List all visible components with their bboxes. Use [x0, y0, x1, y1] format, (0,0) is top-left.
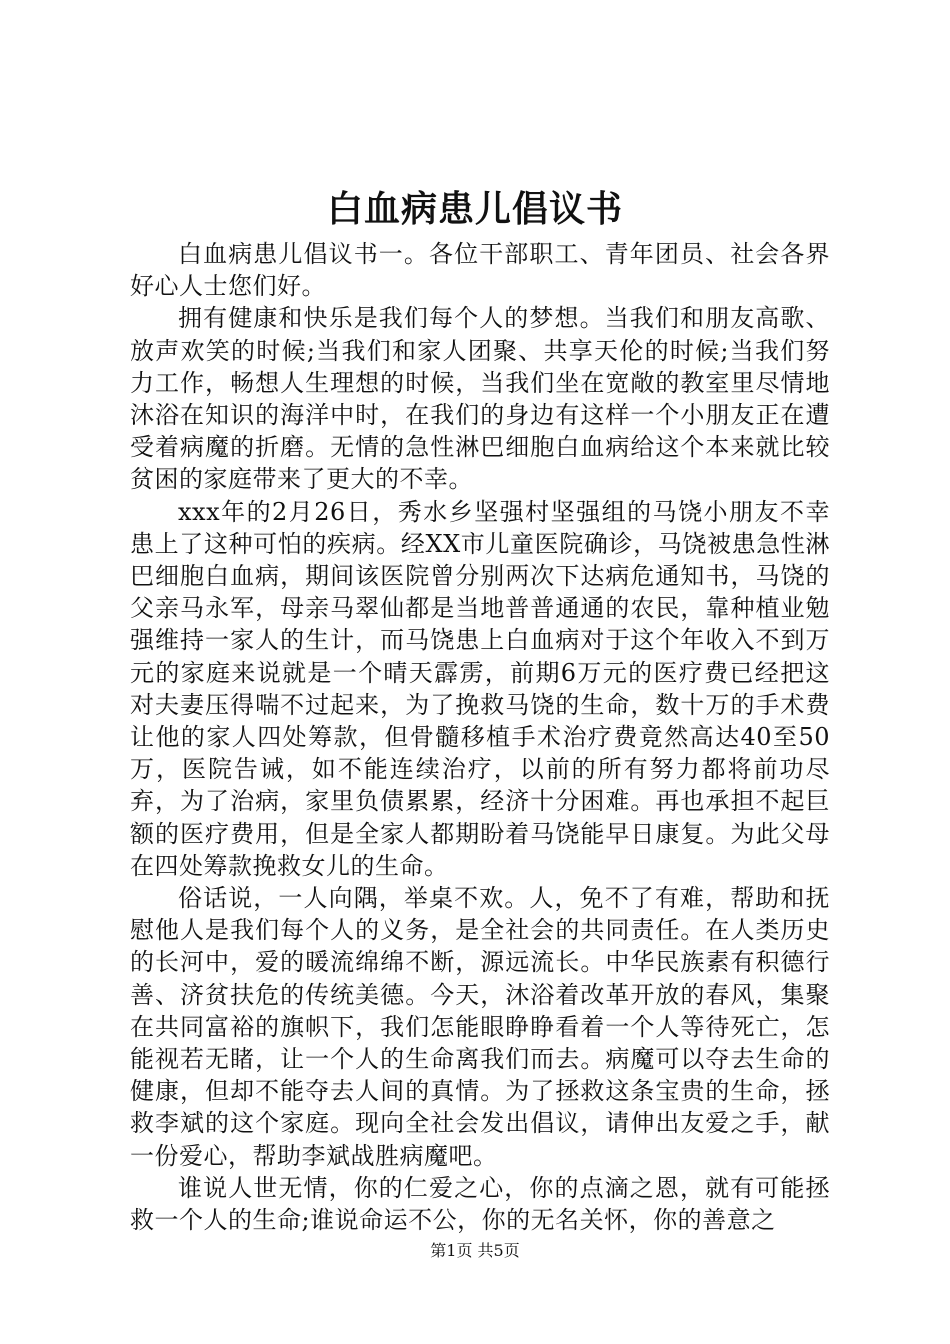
document-title: 白血病患儿倡议书: [326, 188, 623, 230]
paragraph-greeting: 白血病患儿倡议书一。各位干部职工、青年团员、社会各界好心人士您们好。: [130, 240, 830, 301]
paragraph-introduction: 拥有健康和快乐是我们每个人的梦想。当我们和朋友高歌、放声欢笑的时候;当我们和家人团聚、共享天伦的时候;当我们努力工作，畅想人生理想的时候，当我们坐在宽敞的教室里尽情地沐浴在知识的海洋中时，在我们的身边有这样一个小朋友正在遭受着病魔的折磨。无情的急性淋巴细胞白血病给这个本来就比较贫困的家庭带来了更大的不幸。: [130, 304, 830, 494]
paragraph-case-story: xxx年的2月26日，秀水乡坚强村坚强组的马饶小朋友不幸患上了这种可怕的疾病。经XX市儿童医院确诊，马饶被患急性淋巴细胞白血病，期间该医院曾分别两次下达病危通知书，马饶的父亲马永军，母亲马翠仙都是当地普普通通的农民，靠种植业勉强维持一家人的生计，而马饶患上白血病对于这个年收入不到万元的家庭来说就是一个晴天霹雳，前期6万元的医疗费已经把这对夫妻压得喘不过起来，为了挽救马饶的生命，数十万的手术费让他的家人四处筹款，但骨髓移植手术治疗费竟然高达40至50万，医院告诫，如不能连续治疗，以前的所有努力都将前功尽弃，为了治病，家里负债累累，经济十分困难。再也承担不起巨额的医疗费用，但是全家人都期盼着马饶能早日康复。为此父母在四处筹款挽救女儿的生命。: [130, 497, 830, 880]
document-body: [130, 238, 830, 1236]
paragraph-closing: 谁说人世无情，你的仁爱之心，你的点滴之恩，就有可能拯救一个人的生命;谁说命运不公，你的无名关怀，你的善意之: [130, 1173, 830, 1235]
page-indicator: 第1页 共5页: [430, 1241, 520, 1260]
paragraph-appeal: 俗话说，一人向隅，举桌不欢。人，免不了有难，帮助和抚慰他人是我们每个人的义务，是全社会的共同责任。在人类历史的长河中，爱的暖流绵绵不断，源远流长。中华民族素有积德行善、济贫扶危的传统美德。今天，沐浴着改革开放的春风，集聚在共同富裕的旗帜下，我们怎能眼睁睁看着一个人等待死亡，怎能视若无睹，让一个人的生命离我们而去。病魔可以夺去生命的健康，但却不能夺去人间的真情。为了拯救这条宝贵的生命，拯救李斌的这个家庭。现向全社会发出倡议，请伸出友爱之手，献一份爱心，帮助李斌战胜病魔吧。: [130, 884, 830, 1170]
